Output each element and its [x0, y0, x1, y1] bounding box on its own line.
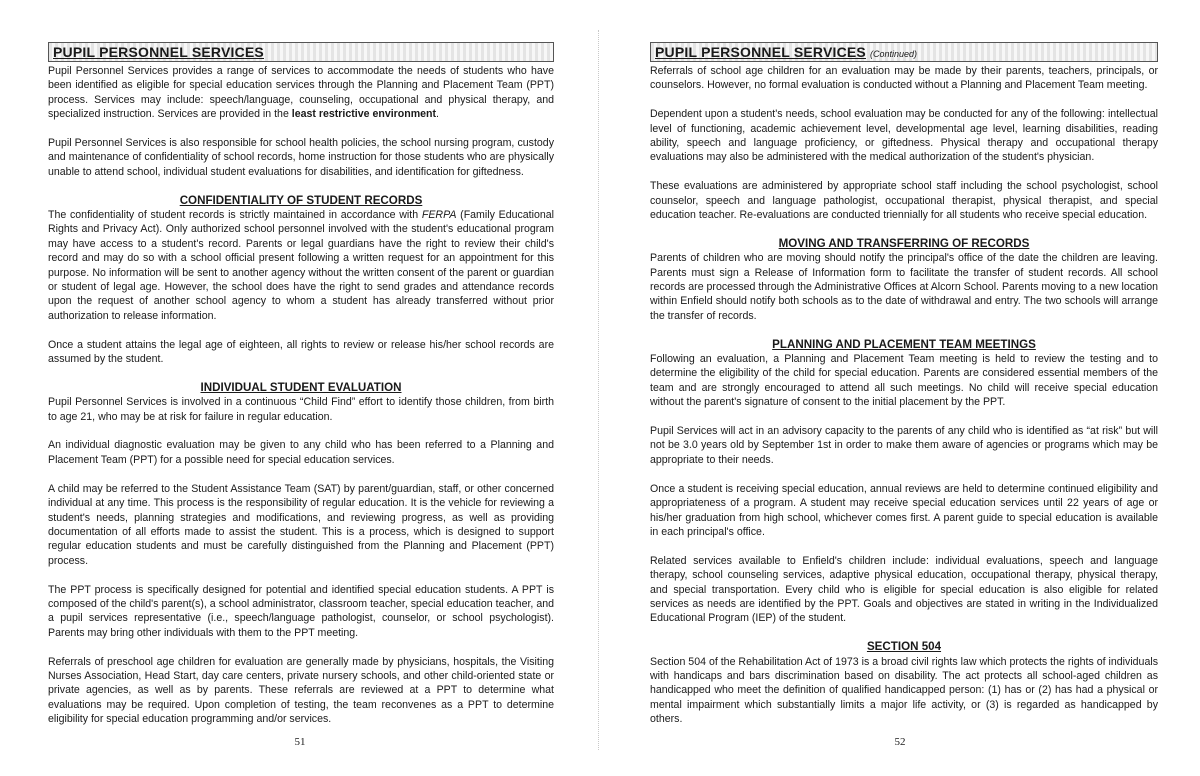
lre-emphasis: least restrictive environment [291, 108, 437, 121]
ppt-process-paragraph: The PPT process is specifically designed for potential and identified special education students. A PPT is composed of the child's parent(s), a school administrator, classroom teacher, special education teacher, and a pupil services representative (i.e., speech/language pathologist, counselor, or school psychologist). Parents may bring other individuals with them to the PPT meeting. [48, 583, 554, 639]
evaluation-heading: INDIVIDUAL STUDENT EVALUATION [200, 380, 402, 394]
page-number: 51 [294, 736, 306, 748]
school-age-referrals-paragraph: Referrals of school age children for an evaluation may be made by their parents, teachers, principals, or counselors. However, no formal evaluation is conducted without a Planning and Placement Team meeting. [650, 65, 1158, 92]
preschool-referrals-paragraph: Referrals of preschool age children for evaluation are generally made by physicians, hospitals, the Visiting Nurses Association, Head Start, day care centers, private nursery schools, and other child-oriented state or private agencies, as well as by parents. These referrals are reviewed at a PPT to determine what evaluations may be required. Upon completion of testing, the team reconvenes as a PPT to determine eligibility for special education programming and/or services. [48, 655, 554, 726]
section-banner [48, 42, 554, 62]
banner-continued: (Continued) [869, 49, 918, 59]
ppt-meeting-paragraph: Following an evaluation, a Planning and Placement Team meeting is held to review the testing and to determine the eligibility of the child for special education. Parents are considered essential members of the team and are strongly encouraged to attend all such meetings. No child will receive special education without the parent's signature of consent to the initial placement by the PPT. [650, 353, 1158, 409]
section-504-paragraph: Section 504 of the Rehabilitation Act of 1973 is a broad civil rights law which protects the rights of individuals with handicaps and bars discrimination based on disability. The act protects all school-aged children as handicapped who meet the definition of qualified handicapped person: (1) has or (2) has had a physical or mental impairment which substantially limits a major life activity, or (3) is regarded as handicapped by others. [650, 655, 1158, 726]
diagnostic-evaluation-paragraph: An individual diagnostic evaluation may be given to any child who has been referred to a Planning and Placement Team (PPT) for a possible need for special education services. [48, 439, 554, 466]
evaluation-staff-paragraph: These evaluations are administered by appropriate school staff including the school psychologist, school counselor, speech and language pathologist, occupational therapist, physical therapist, and special education teacher. Re-evaluations are conducted triennially for all students who receive special education. [650, 180, 1158, 222]
moving-heading: MOVING AND TRANSFERRING OF RECORDS [778, 236, 1030, 250]
section-banner [650, 42, 1158, 62]
ferpa-term: FERPA [421, 209, 457, 222]
advisory-paragraph: Pupil Services will act in an advisory capacity to the parents of any child who is identified as “at risk” but will not be 3.0 years old by September 1st in order to make them aware of agencies or programs which may be appropriate to their needs. [650, 425, 1158, 466]
intro-paragraph: Pupil Personnel Services provides a range of services to accommodate the needs of students who have been identified as eligible for special education services through the Planning and Placement Team (PPT) process. Services may include: speech/language, counseling, occupational and physical therapy, and specialized instruction. Services are provided in the least restrictive environment. [48, 65, 554, 121]
section-504-heading: SECTION 504 [866, 640, 942, 654]
page-52 [600, 0, 1200, 776]
banner-title: PUPIL PERSONNEL SERVICES [53, 44, 264, 60]
sat-paragraph: A child may be referred to the Student Assistance Team (SAT) by parent/guardian, staff, or other concerned individual at any time. This process is the responsibility of regular education. It is the vehicle for reviewing a student's needs, planning strategies and modifications, and reviewing progress, as well as providing documentation of all efforts made to assist the student. This is a process, which is designed to support regular education students and must be carefully distinguished from the Planning and Placement (PPT) process. [48, 482, 554, 567]
legal-age-paragraph: Once a student attains the legal age of eighteen, all rights to review or release his/her school records are assumed by the student. [48, 338, 554, 366]
evaluation-types-paragraph: Dependent upon a student's needs, school evaluation may be conducted for any of the following: intellectual level of functioning, academic achievement level, developmental age level, learning disabilities, reading ability, speech and language proficiency, or giftedness. Physical therapy and occupational therapy evaluations may also be administered with the medical authorization of the student's physician. [650, 108, 1158, 164]
responsibilities-paragraph: Pupil Personnel Services is also responsible for school health policies, the school nursing program, custody and maintenance of confidentiality of school records, home instruction for those students who are physically unable to attend school, individual student evaluations for disabilities, and identification for giftedness. [48, 137, 554, 178]
related-services-paragraph: Related services available to Enfield's children include: individual evaluations, speech and language therapy, school counseling services, adaptive physical education, occupational therapy, physical therapy, and special transportation. Every child who is eligible for special education is also eligible for related services as needs are identified by the PPT. Goals and objectives are stated in writing in the Individualized Educational Program (IEP) of the student. [650, 554, 1158, 625]
child-find-paragraph: Pupil Personnel Services is involved in a continuous “Child Find” effort to identify those children, from birth to age 21, who may be at risk for failure in regular education. [48, 396, 554, 423]
annual-review-paragraph: Once a student is receiving special education, annual reviews are held to determine continued eligibility and appropriateness of a program. A student may receive special education services until 22 years of age or his/her graduation from high school, whichever comes first. A parent guide to special education is available in each principal's office. [650, 482, 1158, 538]
ppt-meetings-heading: PLANNING AND PLACEMENT TEAM MEETINGS [772, 337, 1036, 351]
page-number: 52 [894, 736, 906, 748]
moving-paragraph: Parents of children who are moving should notify the principal's office of the date the children are leaving. Parents must sign a Release of Information form to facilitate the transfer of student records. All school records are processed through the Administrative Offices at Alcorn School. Parents moving to a new location within Enfield should notify both schools as to the date of withdrawal and entry. The two schools will arrange the transfer of records. [650, 252, 1158, 322]
confidentiality-heading: CONFIDENTIALITY OF STUDENT RECORDS [179, 193, 423, 207]
confidentiality-paragraph: The confidentiality of student records is strictly maintained in accordance with FERPA (Family Educational Rights and Privacy Act). Only authorized school personnel involved with the student's educational program may have access to a student's record. Parents or legal guardians have the right to review their child's record and may do so with a school official present following a written request for an appointment for this purpose. No information will be sent to another agency without the written consent of the parent or guardian or student of legal age. However, the school does have the right to send grades and attendance records upon the request of another school agency to whom a student has already transferred without prior authorization to release information. [48, 209, 554, 322]
banner-title: PUPIL PERSONNEL SERVICES [655, 44, 866, 60]
